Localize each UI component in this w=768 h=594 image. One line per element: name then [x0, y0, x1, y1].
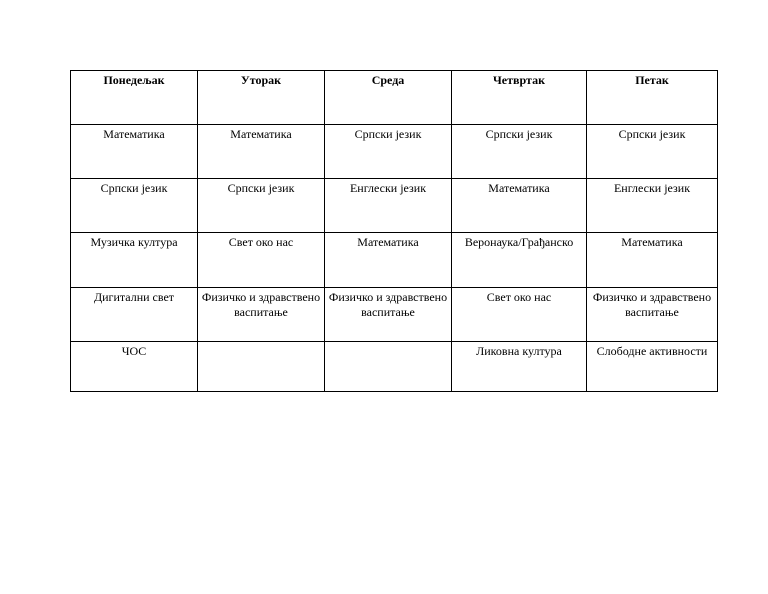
table-cell: Математика [452, 179, 587, 233]
table-cell: Српски језик [325, 125, 452, 179]
table-cell: Веронаука/Грађанско [452, 233, 587, 288]
table-cell: Дигитални свет [71, 288, 198, 342]
table-row [71, 342, 718, 392]
table-cell: Ликовна култура [452, 342, 587, 392]
table-header-row [71, 71, 718, 125]
table-cell: Физичко и здравствено васпитање [325, 288, 452, 342]
table-cell: Физичко и здравствено васпитање [587, 288, 718, 342]
header-monday: Понедељак [71, 71, 198, 125]
table-row [71, 125, 718, 179]
table-cell: Енглески језик [587, 179, 718, 233]
table-row [71, 288, 718, 342]
table-cell: Српски језик [198, 179, 325, 233]
table-row [71, 179, 718, 233]
table-cell: Музичка култура [71, 233, 198, 288]
table-cell: Математика [587, 233, 718, 288]
table-cell: Српски језик [71, 179, 198, 233]
header-thursday: Четвртак [452, 71, 587, 125]
table-cell: Енглески језик [325, 179, 452, 233]
header-tuesday: Уторак [198, 71, 325, 125]
table-cell: Свет око нас [452, 288, 587, 342]
table-cell: ЧОС [71, 342, 198, 392]
table-cell: Српски језик [452, 125, 587, 179]
table-cell [198, 342, 325, 392]
header-friday: Петак [587, 71, 718, 125]
schedule-table [70, 70, 718, 392]
table-cell [325, 342, 452, 392]
table-cell: Математика [325, 233, 452, 288]
table-cell: Свет око нас [198, 233, 325, 288]
table-cell: Физичко и здравствено васпитање [198, 288, 325, 342]
table-cell: Српски језик [587, 125, 718, 179]
table-cell: Математика [71, 125, 198, 179]
table-row [71, 233, 718, 288]
table-cell: Слободне активности [587, 342, 718, 392]
header-wednesday: Среда [325, 71, 452, 125]
table-cell: Математика [198, 125, 325, 179]
